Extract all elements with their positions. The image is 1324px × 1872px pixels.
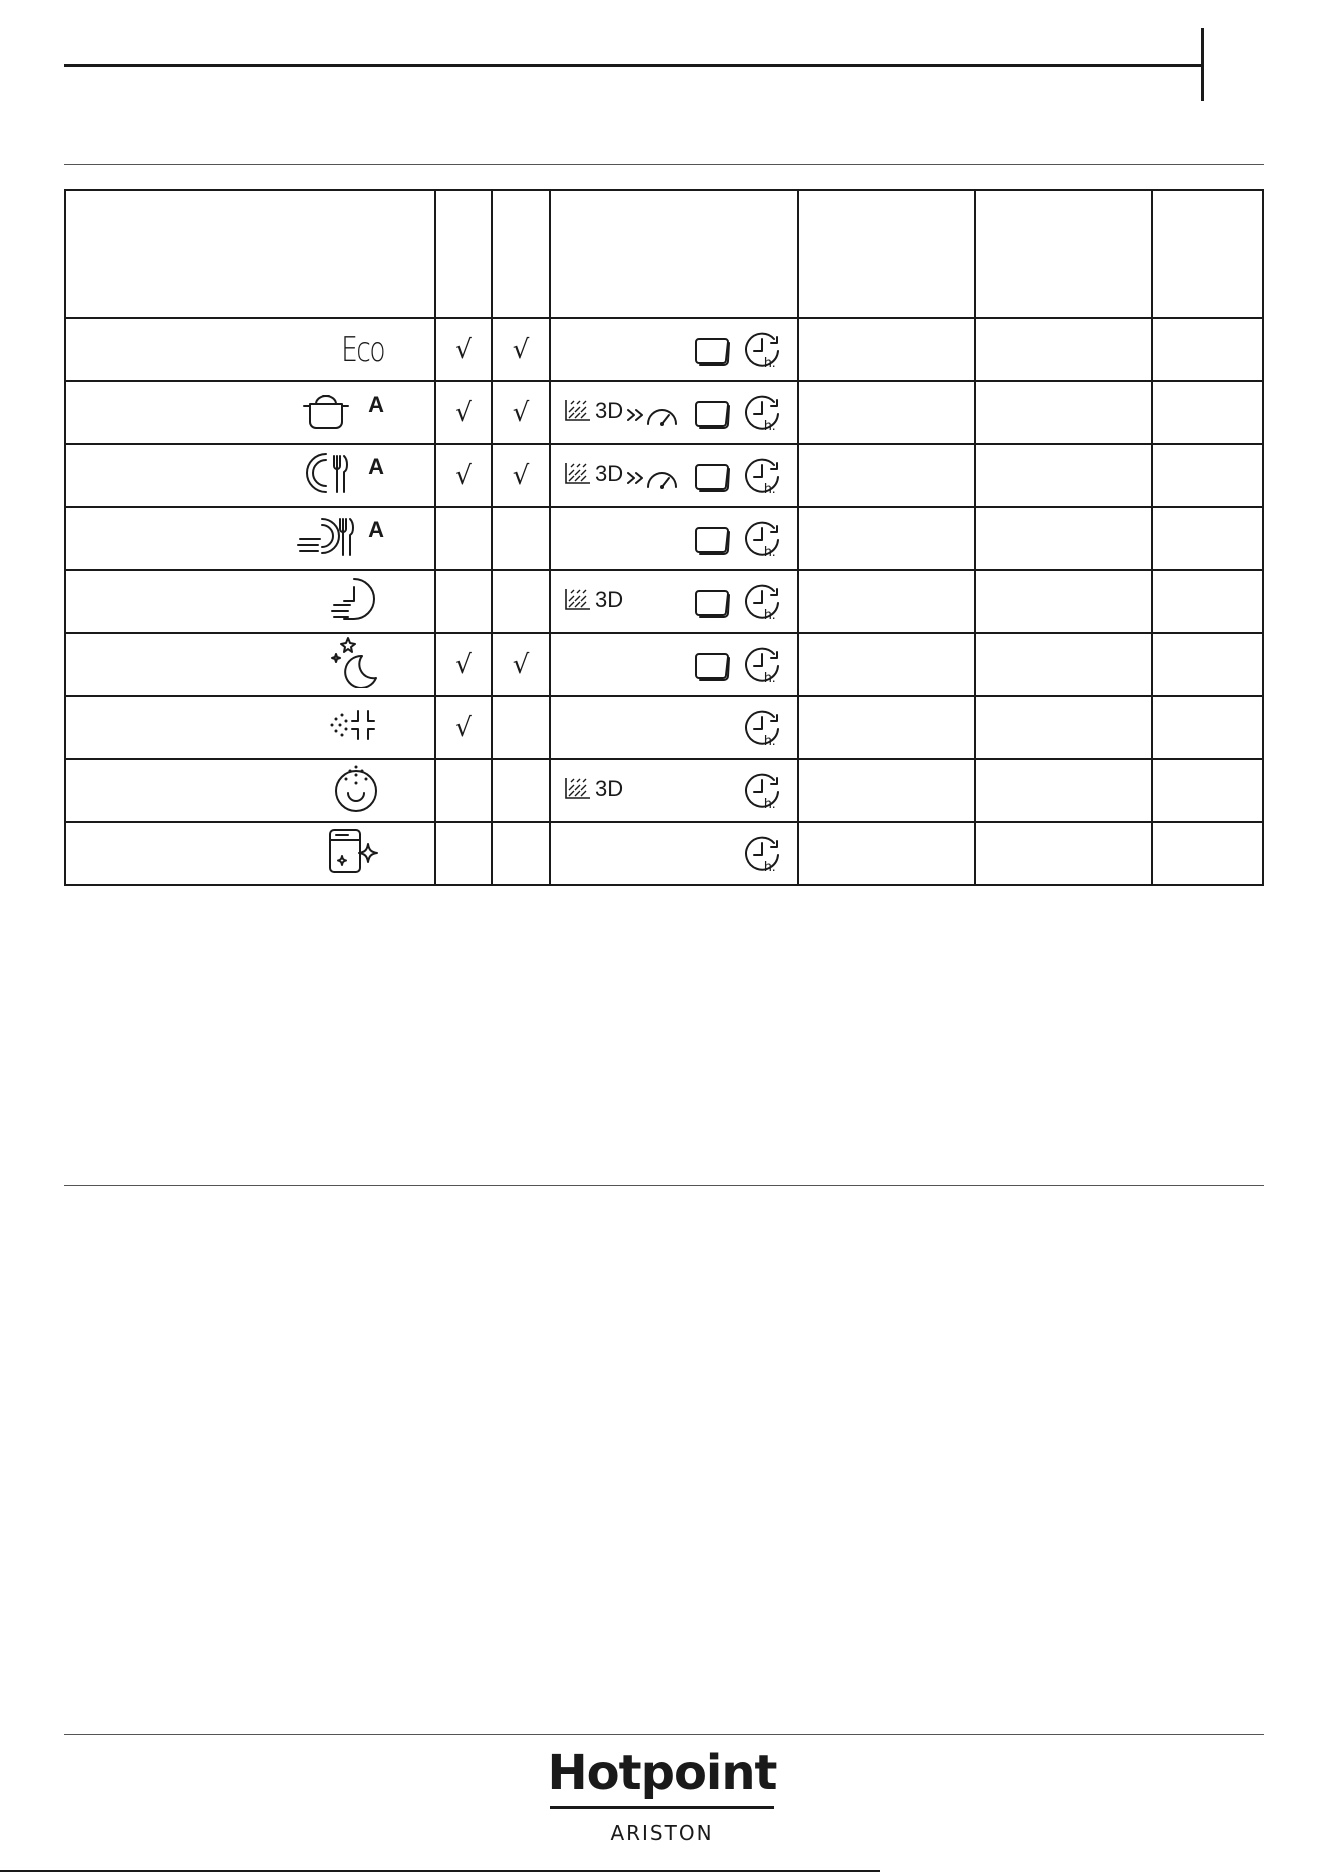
- check-mark: √: [455, 334, 472, 365]
- options-cell: [550, 444, 798, 507]
- program-cell: [65, 381, 435, 444]
- svg-text:h.: h.: [764, 354, 776, 370]
- zone-wash-3d-icon: [563, 776, 623, 802]
- check-cell-1: [435, 822, 492, 885]
- tablet-icon: [693, 650, 733, 682]
- zone-wash-3d-label: 3D: [595, 587, 624, 612]
- check-cell-2: [492, 570, 550, 633]
- check-cell-1: [435, 759, 492, 822]
- options-cell: [550, 318, 798, 381]
- top-rule: [64, 64, 1202, 67]
- check-cell-1: [435, 318, 492, 381]
- header-options: [550, 190, 798, 318]
- delay-start-icon: [744, 457, 784, 497]
- data-cell-7: [1152, 822, 1263, 885]
- data-cell-7: [1152, 381, 1263, 444]
- zone-wash-3d-icon: [563, 587, 623, 613]
- header-col-7: [1152, 190, 1263, 318]
- section-rule-top: [64, 164, 1264, 165]
- machine-care-program-icon: [324, 826, 384, 876]
- table-row: [65, 318, 1263, 381]
- options-cell: [550, 696, 798, 759]
- eco-program-label: Eco: [341, 329, 384, 370]
- options-cell: [550, 570, 798, 633]
- check-cell-1: [435, 381, 492, 444]
- header-col-5: [798, 190, 975, 318]
- options-cell: [550, 822, 798, 885]
- check-mark: √: [512, 334, 530, 365]
- data-cell-6: [975, 507, 1152, 570]
- brand-name: Hotpoint: [547, 1745, 777, 1801]
- data-cell-5: [798, 822, 975, 885]
- section-rule-middle: [64, 1185, 1264, 1186]
- auto-label: A: [368, 454, 384, 479]
- table-row: [65, 570, 1263, 633]
- delay-start-icon: [744, 394, 784, 434]
- check-cell-2: [492, 318, 550, 381]
- program-cell: [65, 822, 435, 885]
- header-col-6: [975, 190, 1152, 318]
- svg-text:h.: h.: [764, 417, 776, 433]
- table-row: [65, 381, 1263, 444]
- table-header-row: [65, 190, 1263, 318]
- auto-label: A: [368, 517, 384, 542]
- svg-text:h.: h.: [764, 606, 776, 622]
- check-mark: √: [512, 649, 530, 680]
- speed-up-icon: [626, 398, 682, 428]
- check-cell-1: [435, 696, 492, 759]
- table-row: [65, 633, 1263, 696]
- data-cell-5: [798, 381, 975, 444]
- data-cell-5: [798, 444, 975, 507]
- tablet-icon: [693, 335, 733, 367]
- program-cell: [65, 318, 435, 381]
- zone-wash-3d-label: 3D: [595, 776, 624, 801]
- programme-table: [64, 189, 1264, 886]
- data-cell-5: [798, 318, 975, 381]
- hotpoint-ariston-logo: [546, 1736, 778, 1845]
- header-col-2: [435, 190, 492, 318]
- header-programme: [65, 190, 435, 318]
- data-cell-5: [798, 507, 975, 570]
- check-cell-2: [492, 759, 550, 822]
- delay-start-icon: [744, 835, 784, 875]
- check-cell-2: [492, 444, 550, 507]
- program-cell: [65, 570, 435, 633]
- data-cell-6: [975, 318, 1152, 381]
- data-cell-7: [1152, 759, 1263, 822]
- delay-start-icon: [744, 331, 784, 371]
- zone-wash-3d-label: 3D: [595, 461, 624, 486]
- program-cell: [65, 444, 435, 507]
- table-row: [65, 759, 1263, 822]
- check-mark: √: [455, 649, 472, 680]
- data-cell-6: [975, 381, 1152, 444]
- check-cell-1: [435, 507, 492, 570]
- check-mark: √: [455, 712, 472, 743]
- data-cell-7: [1152, 444, 1263, 507]
- data-cell-6: [975, 822, 1152, 885]
- delay-start-icon: [744, 583, 784, 623]
- table-row: [65, 696, 1263, 759]
- svg-text:h.: h.: [764, 858, 776, 874]
- express-program-icon: [328, 575, 384, 623]
- tablet-icon: [693, 398, 733, 430]
- program-cell: [65, 507, 435, 570]
- check-cell-2: [492, 633, 550, 696]
- logo-underline: [550, 1806, 774, 1809]
- data-cell-6: [975, 759, 1152, 822]
- zone-wash-3d-icon: [563, 461, 623, 487]
- delay-start-icon: [744, 520, 784, 560]
- data-cell-5: [798, 570, 975, 633]
- check-cell-2: [492, 381, 550, 444]
- check-cell-1: [435, 570, 492, 633]
- tablet-icon: [693, 524, 733, 556]
- options-cell: [550, 633, 798, 696]
- table-row: [65, 507, 1263, 570]
- svg-text:h.: h.: [764, 732, 776, 748]
- sub-brand-name: ARISTON: [610, 1821, 714, 1845]
- header-col-3: [492, 190, 550, 318]
- data-cell-7: [1152, 696, 1263, 759]
- data-cell-7: [1152, 318, 1263, 381]
- delay-start-icon: [744, 772, 784, 812]
- check-cell-1: [435, 633, 492, 696]
- auto-label: A: [368, 392, 384, 417]
- normal-auto-program-icon: [296, 450, 366, 496]
- top-corner-mark: [1201, 28, 1204, 101]
- data-cell-5: [798, 696, 975, 759]
- data-cell-7: [1152, 570, 1263, 633]
- tablet-icon: [693, 461, 733, 493]
- delay-start-icon: [744, 709, 784, 749]
- check-cell-2: [492, 822, 550, 885]
- zone-wash-3d-label: 3D: [595, 398, 624, 423]
- data-cell-6: [975, 444, 1152, 507]
- check-mark: √: [455, 460, 472, 491]
- check-cell-2: [492, 696, 550, 759]
- hygiene-program-icon: [328, 763, 384, 813]
- program-cell: [65, 696, 435, 759]
- svg-text:h.: h.: [764, 795, 776, 811]
- delay-start-icon: [744, 646, 784, 686]
- data-cell-5: [798, 633, 975, 696]
- program-cell: [65, 633, 435, 696]
- section-rule-footer: [64, 1734, 1264, 1735]
- data-cell-5: [798, 759, 975, 822]
- check-mark: √: [512, 397, 530, 428]
- options-cell: [550, 381, 798, 444]
- check-cell-2: [492, 507, 550, 570]
- data-cell-6: [975, 633, 1152, 696]
- rapid-auto-program-icon: [296, 513, 366, 559]
- data-cell-7: [1152, 633, 1263, 696]
- tablet-icon: [693, 587, 733, 619]
- table-row: [65, 822, 1263, 885]
- night-program-icon: [328, 636, 384, 688]
- svg-text:h.: h.: [764, 480, 776, 496]
- intensive-auto-program-icon: [296, 388, 366, 432]
- data-cell-6: [975, 570, 1152, 633]
- data-cell-7: [1152, 507, 1263, 570]
- check-cell-1: [435, 444, 492, 507]
- zone-wash-3d-icon: [563, 398, 623, 424]
- program-cell: [65, 759, 435, 822]
- svg-text:h.: h.: [764, 543, 776, 559]
- data-cell-6: [975, 696, 1152, 759]
- speed-up-icon: [626, 461, 682, 491]
- prewash-program-icon: [328, 705, 384, 745]
- options-cell: [550, 507, 798, 570]
- options-cell: [550, 759, 798, 822]
- check-mark: √: [455, 397, 472, 428]
- svg-text:h.: h.: [764, 669, 776, 685]
- check-mark: √: [512, 460, 530, 491]
- table-row: [65, 444, 1263, 507]
